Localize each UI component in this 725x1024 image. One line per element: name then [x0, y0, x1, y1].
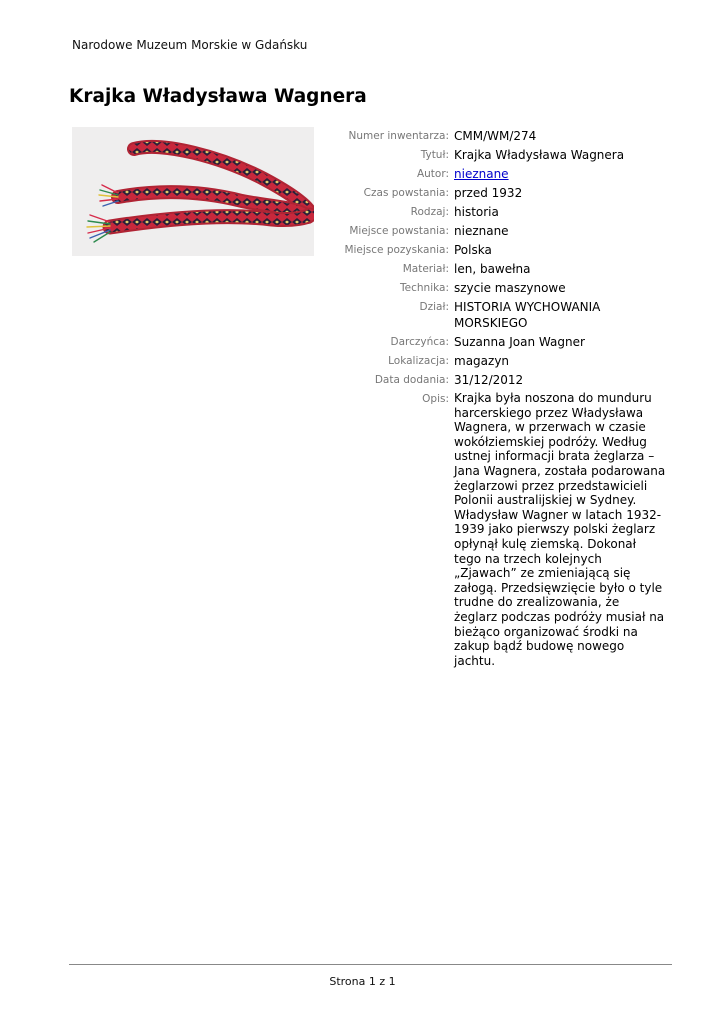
field-value: historia — [454, 205, 499, 219]
field-value: len, bawełna — [454, 262, 531, 276]
field-label: Opis: — [422, 393, 449, 405]
author-link[interactable]: nieznane — [454, 167, 509, 181]
field-value: CMM/WM/274 — [454, 129, 537, 143]
field-row — [0, 223, 725, 239]
field-row — [0, 242, 725, 258]
museum-name: Narodowe Muzeum Morskie w Gdańsku — [72, 38, 308, 52]
field-label: Rodzaj: — [410, 206, 449, 218]
field-value: przed 1932 — [454, 186, 523, 200]
field-label: Data dodania: — [374, 374, 449, 386]
field-label: Czas powstania: — [363, 187, 449, 199]
field-row — [0, 353, 725, 369]
field-value: Suzanna Joan Wagner — [454, 335, 585, 349]
field-value: Polska — [454, 243, 492, 257]
field-value — [454, 166, 666, 182]
field-value: szycie maszynowe — [454, 281, 566, 295]
field-row — [0, 204, 725, 220]
description-text: Krajka była noszona do munduru harcerskiego przez Władysława Wagnera, w przerwach w czasie wokółziemskiej podróży. Według ustnej informacji brata żeglarza – Jana Wagnera, została podarowana żeglarzowi przez przedstawicieli Polonii australijskiej w Sydney. Władysław Wagner w latach 1932-1939 jako pierwszy polski żeglarz opłynął kulę ziemską. Dokonał tego na trzech kolejnych „Zjawach” ze zmieniającą się załogą. Przedsięwzięcie było o tyle trudne do zrealizowania, że żeglarz podczas podróży musiał na bieżąco organizować środki na zakup bądź budowę nowego jachtu. — [454, 391, 666, 668]
field-row — [0, 280, 725, 296]
field-label: Darczyńca: — [390, 336, 449, 348]
field-row — [0, 166, 725, 182]
field-label: Materiał: — [402, 263, 449, 275]
field-label: Miejsce powstania: — [349, 225, 449, 237]
field-label: Tytuł: — [420, 149, 449, 161]
field-value: 31/12/2012 — [454, 373, 524, 387]
field-label: Lokalizacja: — [388, 355, 449, 367]
field-value: HISTORIA WYCHOWANIA MORSKIEGO — [454, 300, 601, 330]
footer-divider — [69, 964, 672, 965]
field-row — [0, 372, 725, 388]
field-row — [0, 128, 725, 144]
field-value: Krajka Władysława Wagnera — [454, 148, 625, 162]
field-label: Numer inwentarza: — [348, 130, 449, 142]
field-value: magazyn — [454, 354, 510, 368]
field-row — [0, 299, 725, 331]
field-row — [0, 261, 725, 277]
field-label: Technika: — [400, 282, 449, 294]
field-row — [0, 185, 725, 201]
field-label: Dział: — [419, 301, 449, 313]
field-label: Miejsce pozyskania: — [344, 244, 449, 256]
metadata-table — [0, 128, 725, 671]
field-row — [0, 334, 725, 350]
field-label: Autor: — [416, 168, 449, 180]
page-title: Krajka Władysława Wagnera — [69, 86, 367, 107]
field-row — [0, 391, 725, 668]
field-row — [0, 147, 725, 163]
field-value: nieznane — [454, 224, 509, 238]
page-number: Strona 1 z 1 — [329, 975, 396, 988]
